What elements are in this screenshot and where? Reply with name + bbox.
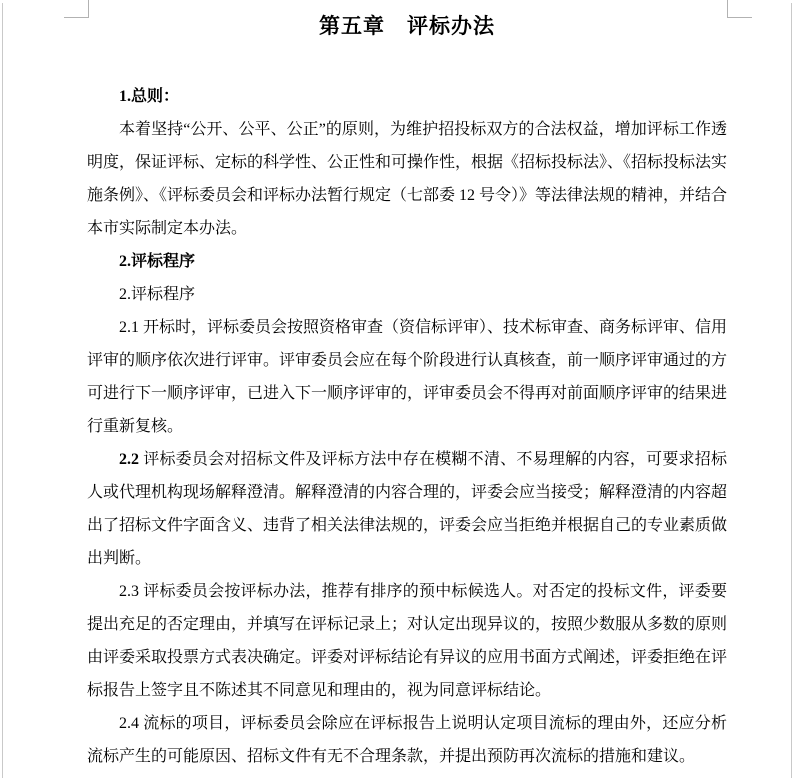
paragraph-2-4: 2.4 流标的项目，评标委员会除应在评标报告上说明认定项目流标的理由外，还应分析流标产生的可能原因、招标文件有无不合理条款，并提出预防再次流标的措施和建议。 (87, 715, 727, 765)
margin-cropmark-top-right (727, 0, 752, 18)
section-heading-general-rules: 1.总则： (119, 88, 180, 105)
chapter-title: 第五章 评标办法 (319, 14, 495, 38)
paragraph-2-2-number: 2.2 (119, 451, 139, 468)
paragraph-2-1: 2.1 开标时，评标委员会按照资格审查（资信标评审）、技术标审查、商务标评审、信用评审的顺序依次进行评审。评审委员会应在每个阶段进行认真核查，前一顺序评审通过的方可进行下一顺序评审，已进入下一顺序评审的，评审委员会不得再对前面顺序评审的结果进行重新复核。 (87, 319, 728, 435)
paragraph-general-rules: 本着坚持“公开、公平、公正”的原则，为维护招投标双方的合法权益，增加评标工作透明度，保证评标、定标的科学性、公正性和可操作性，根据《招标投标法》、《招标投标法实施条例》、《评标委员会和评标办法暂行规定（七部委 12 号令）》等法律法规的精神，并结合本市实际制定本办法。 (87, 121, 728, 237)
page-edge-right (791, 3, 792, 778)
section-heading-evaluation-procedure: 2.评标程序 (119, 253, 196, 270)
paragraph-2-3: 2.3 评标委员会按评标办法，推荐有排序的预中标候选人。对否定的投标文件，评委要提出充足的否定理由，并填写在评标记录上；对认定出现异议的，按照少数服从多数的原则由评委采取投票方式表决确定。评委对评标结论有异议的应用书面方式阐述，评委拒绝在评标报告上签字且不陈述其不同意见和理由的，视为同意评标结论。 (87, 583, 728, 699)
margin-cropmark-top-left (64, 0, 89, 18)
document-content (87, 0, 727, 773)
paragraph-evaluation-procedure-subtitle: 2.评标程序 (119, 286, 196, 303)
paragraph-2-2-text: 评标委员会对招标文件及评标方法中存在模糊不清、不易理解的内容，可要求招标人或代理机构现场解释澄清。解释澄清的内容合理的，评委会应当接受；解释澄清的内容超出了招标文件字面含义、违背了相关法律法规的，评委会应当拒绝并根据自己的专业素质做出判断。 (87, 451, 728, 567)
paragraph-2-2 (87, 443, 727, 575)
page-edge-left (2, 3, 3, 778)
